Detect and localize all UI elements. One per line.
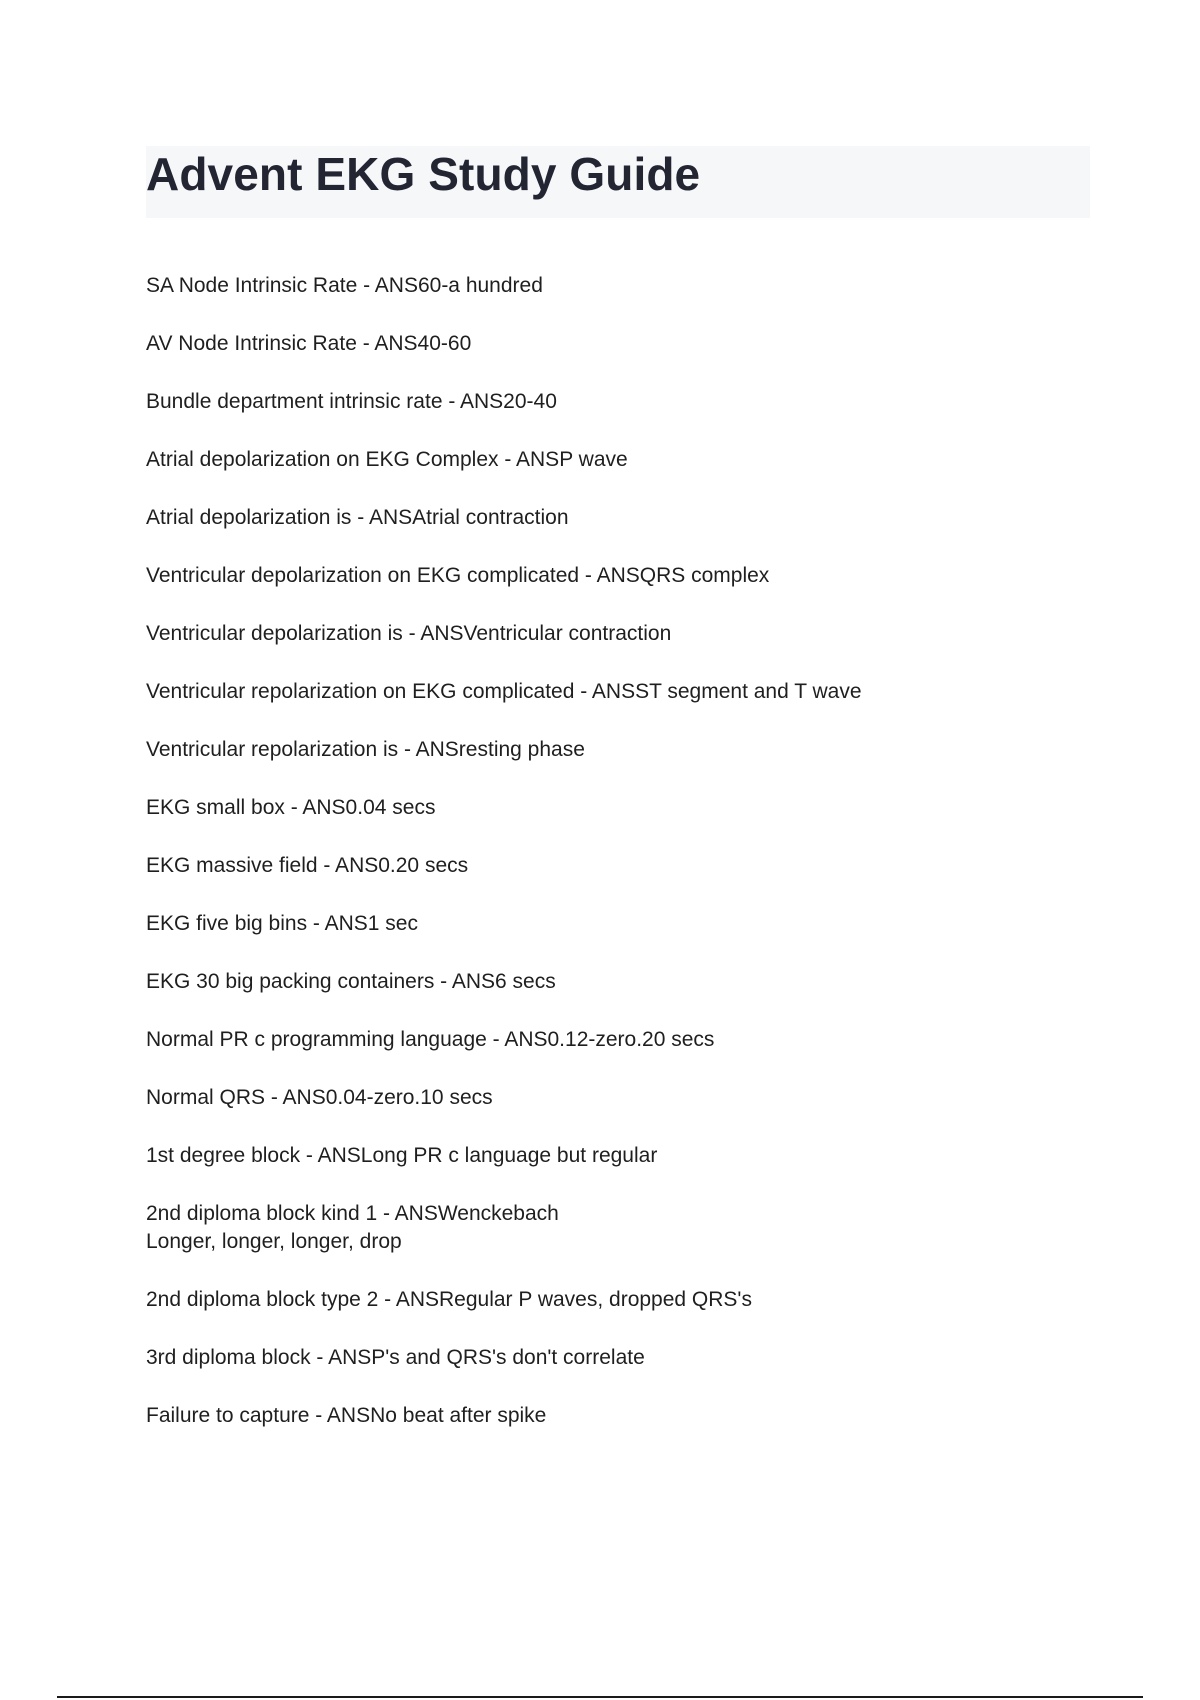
qa-item xyxy=(146,852,1090,880)
qa-item-text: Ventricular depolarization is - ANSVentricular contraction xyxy=(146,622,672,645)
qa-item-text: Atrial depolarization on EKG Complex - ANSP wave xyxy=(146,448,628,471)
page-title: Advent EKG Study Guide xyxy=(146,148,701,200)
qa-item xyxy=(146,1084,1090,1112)
qa-item-text: Normal QRS - ANS0.04-zero.10 secs xyxy=(146,1086,493,1109)
qa-item xyxy=(146,968,1090,996)
qa-item-text: 1st degree block - ANSLong PR c language but regular xyxy=(146,1144,658,1167)
qa-item-text: 2nd diploma block type 2 - ANSRegular P waves, dropped QRS's xyxy=(146,1288,752,1311)
qa-item-text: Ventricular depolarization on EKG complicated - ANSQRS complex xyxy=(146,564,770,587)
qa-item xyxy=(146,1344,1090,1372)
qa-item-text: 2nd diploma block kind 1 - ANSWenckebach xyxy=(146,1202,559,1225)
qa-item-text: EKG small box - ANS0.04 secs xyxy=(146,796,436,819)
qa-item xyxy=(146,562,1090,590)
qa-item xyxy=(146,736,1090,764)
qa-item xyxy=(146,1200,1090,1256)
qa-item-text: Failure to capture - ANSNo beat after spike xyxy=(146,1404,547,1427)
qa-item-text: Ventricular repolarization on EKG complicated - ANSST segment and T wave xyxy=(146,680,862,703)
qa-item-text: 3rd diploma block - ANSP's and QRS's don't correlate xyxy=(146,1346,645,1369)
qa-item xyxy=(146,1286,1090,1314)
qa-item-text: Bundle department intrinsic rate - ANS20-40 xyxy=(146,390,557,413)
qa-item xyxy=(146,794,1090,822)
title-band xyxy=(146,146,1090,218)
qa-item-text: Atrial depolarization is - ANSAtrial contraction xyxy=(146,506,569,529)
qa-item-text: EKG massive field - ANS0.20 secs xyxy=(146,854,469,877)
qa-item-text: SA Node Intrinsic Rate - ANS60-a hundred xyxy=(146,274,543,297)
footer-divider xyxy=(57,1696,1143,1698)
qa-item-text-continuation: Longer, longer, longer, drop xyxy=(146,1230,402,1253)
qa-item-text: EKG 30 big packing containers - ANS6 secs xyxy=(146,970,556,993)
qa-item-text: EKG five big bins - ANS1 sec xyxy=(146,912,418,935)
qa-item xyxy=(146,1402,1090,1430)
qa-item xyxy=(146,620,1090,648)
qa-item xyxy=(146,910,1090,938)
qa-item-text: AV Node Intrinsic Rate - ANS40-60 xyxy=(146,332,472,355)
qa-item xyxy=(146,272,1090,300)
qa-item xyxy=(146,330,1090,358)
qa-list xyxy=(146,272,1090,1460)
qa-item xyxy=(146,446,1090,474)
qa-item-text: Normal PR c programming language - ANS0.12-zero.20 secs xyxy=(146,1028,715,1051)
qa-item-text: Ventricular repolarization is - ANSresting phase xyxy=(146,738,585,761)
qa-item xyxy=(146,1142,1090,1170)
qa-item xyxy=(146,678,1090,706)
qa-item xyxy=(146,1026,1090,1054)
qa-item xyxy=(146,388,1090,416)
qa-item xyxy=(146,504,1090,532)
